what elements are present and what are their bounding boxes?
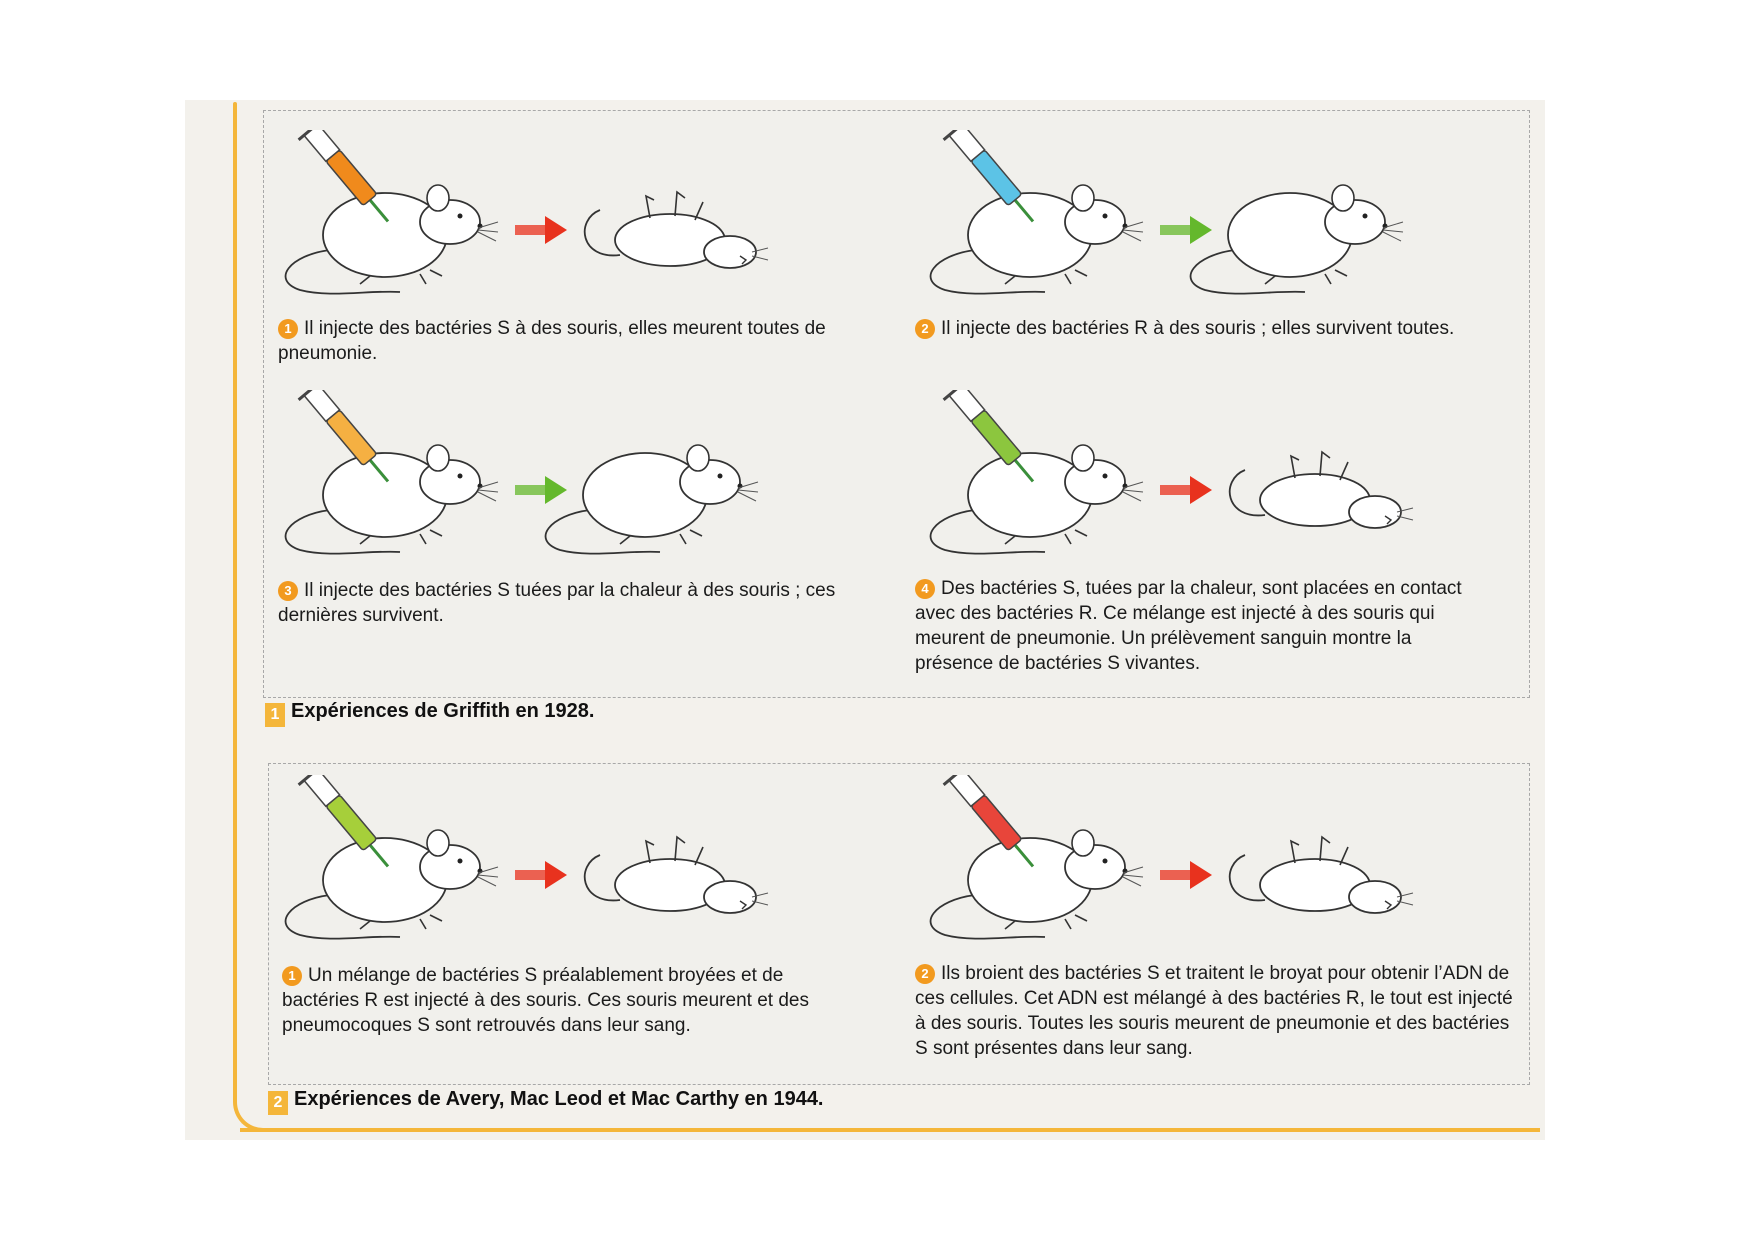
document-legend-text: Expériences de Griffith en 1928. xyxy=(291,700,595,722)
injected-mouse-icon xyxy=(931,830,1143,939)
injected-mouse-icon xyxy=(931,445,1143,554)
experiment-caption: Ils broient des bactéries S et traitent le broyat pour obtenir l’ADN de ces cellules. Cet ADN est mélangé à des bactéries R, le tout est injecté à des souris. Toutes les souris meurent de pneumonie et des bactéries S sont présentes dans leur sang. xyxy=(915,963,1513,1059)
result-arrow-icon xyxy=(515,476,567,504)
griffith-experiment-1 xyxy=(270,130,870,380)
step-number-badge: 3 xyxy=(278,581,298,601)
document-legend-2 xyxy=(268,1088,824,1115)
experiment-illustration xyxy=(270,390,870,570)
griffith-experiment-2 xyxy=(915,130,1515,380)
alive-mouse-icon xyxy=(1191,185,1403,294)
avery-experiment-1 xyxy=(270,775,870,1065)
document-number-badge: 2 xyxy=(268,1091,288,1115)
griffith-experiment-4 xyxy=(915,390,1515,690)
experiment-illustration xyxy=(915,130,1515,310)
step-number-badge: 1 xyxy=(282,966,302,986)
document-legend-text: Expériences de Avery, Mac Leod et Mac Carthy en 1944. xyxy=(294,1088,824,1110)
experiment-caption: Il injecte des bactéries S à des souris, elles meurent toutes de pneumonie. xyxy=(278,318,826,364)
step-number-badge: 2 xyxy=(915,319,935,339)
experiment-illustration xyxy=(915,390,1515,570)
experiment-illustration xyxy=(270,775,870,955)
injected-mouse-icon xyxy=(286,830,498,939)
document-legend-1 xyxy=(265,700,594,727)
dead-mouse-icon xyxy=(585,837,768,913)
experiment-caption: Un mélange de bactéries S préalablement broyées et de bactéries R est injecté à des souris. Ces souris meurent et des pneumocoques S sont retrouvés dans leur sang. xyxy=(282,965,809,1036)
document-number-badge: 1 xyxy=(265,703,285,727)
griffith-experiment-3 xyxy=(270,390,870,640)
page-margin-rule xyxy=(233,102,237,1102)
result-arrow-icon xyxy=(515,861,567,889)
dead-mouse-icon xyxy=(1230,452,1413,528)
injected-mouse-icon xyxy=(286,445,498,554)
experiment-caption: Il injecte des bactéries S tuées par la chaleur à des souris ; ces dernières survivent. xyxy=(278,580,836,626)
step-number-badge: 4 xyxy=(915,579,935,599)
experiment-caption: Il injecte des bactéries R à des souris ; elles survivent toutes. xyxy=(941,318,1455,339)
experiment-caption: Des bactéries S, tuées par la chaleur, sont placées en contact avec des bactéries R. Ce mélange est injecté à des souris qui meurent de pneumonie. Un prélèvement sanguin montre la présence de bactéries S vivantes. xyxy=(915,578,1462,674)
step-number-badge: 2 xyxy=(915,964,935,984)
result-arrow-icon xyxy=(515,216,567,244)
step-number-badge: 1 xyxy=(278,319,298,339)
alive-mouse-icon xyxy=(546,445,758,554)
result-arrow-icon xyxy=(1160,216,1212,244)
avery-experiment-2 xyxy=(915,775,1525,1075)
dead-mouse-icon xyxy=(585,192,768,268)
dead-mouse-icon xyxy=(1230,837,1413,913)
experiment-illustration xyxy=(915,775,1515,955)
injected-mouse-icon xyxy=(931,185,1143,294)
injected-mouse-icon xyxy=(286,185,498,294)
result-arrow-icon xyxy=(1160,861,1212,889)
page-bottom-rule xyxy=(240,1128,1540,1132)
experiment-illustration xyxy=(270,130,870,310)
result-arrow-icon xyxy=(1160,476,1212,504)
